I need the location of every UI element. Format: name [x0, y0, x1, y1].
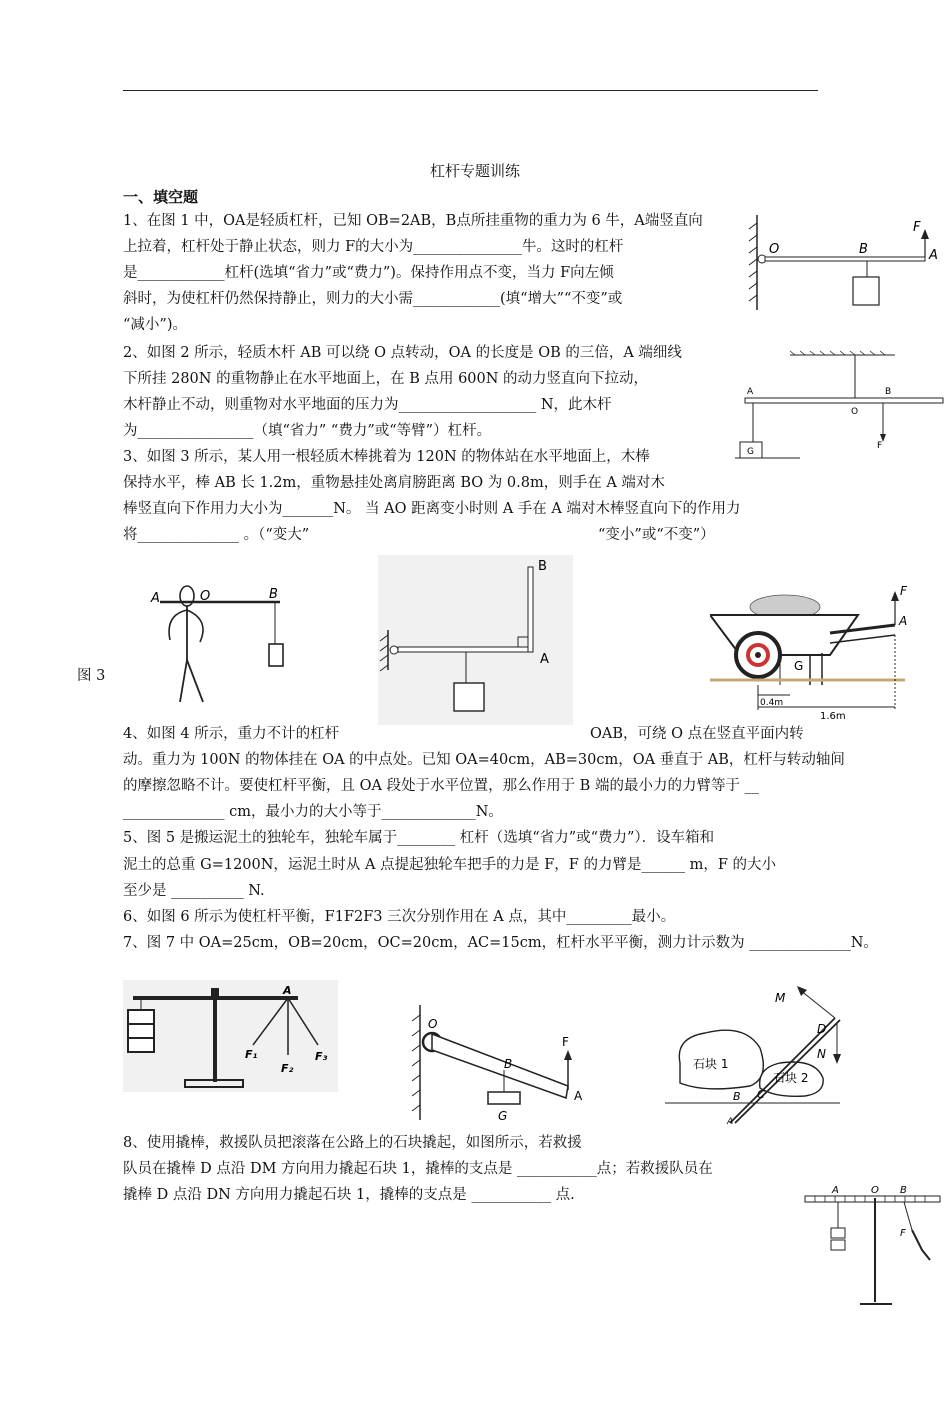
q1-line-2: 上拉着，杠杆处于静止状态，则力 F的大小为_______________牛。这时的杠杆	[123, 239, 624, 255]
q8-line-2: 队员在撬棒 D 点沿 DM 方向用力撬起石块 1，撬棒的支点是 ___________点；若救援队员在	[123, 1161, 713, 1177]
fig3-label-a: A	[151, 591, 160, 606]
figure-6-balance	[123, 980, 338, 1092]
page-title: 杠杆专题训练	[429, 162, 520, 180]
fig2-label-g: G	[747, 447, 754, 457]
fig9-label-o: O	[871, 1185, 879, 1196]
fig7-label-f: F	[562, 1035, 569, 1049]
fig5-label-g: G	[794, 659, 804, 673]
figure-3-label: 图 3	[77, 668, 106, 684]
fig8-label-b: B	[733, 1090, 741, 1103]
q1-line-5: “减小”)。	[123, 317, 187, 333]
q1-line-4: 斜时，为使杠杆仍然保持静止，则力的大小需____________(填“增大”“不变”或	[123, 291, 623, 307]
fig8-label-rock2: 石块 2	[773, 1071, 809, 1085]
q2-line-3: 木杆静止不动，则重物对水平地面的压力为___________________ N，此木杆	[123, 397, 612, 413]
fig9-label-a: A	[832, 1185, 839, 1196]
q5-line-3: 至少是 __________ N.	[123, 883, 265, 899]
fig5-label-d1: 0.4m	[760, 698, 784, 708]
q1-line-1: 1、在图 1 中，OA是轻质杠杆，已知 OB=2AB，B点所挂重物的重力为 6 牛，A端竖直向	[123, 213, 703, 229]
fig5-label-a: A	[899, 614, 908, 628]
q1-line-3: 是____________杠杆(选填“省力”或“费力”)。保持作用点不变，当力 F向左倾	[123, 265, 614, 281]
q2-line-1: 2、如图 2 所示，轻质木杆 AB 可以绕 O 点转动，OA 的长度是 OB 的三倍，A 端细线	[123, 345, 682, 361]
figure-7-inclined-lever	[408, 1000, 593, 1125]
fig6-label-f1: F₁	[245, 1048, 258, 1061]
q4-line-1b: OAB，可绕 O 点在竖直平面内转	[590, 726, 804, 742]
fig8-label-rock1: 石块 1	[693, 1057, 729, 1071]
q2-line-4: 为________________（填“省力” “费力”或“等臂”）杠杆。	[123, 423, 492, 439]
figure-3-person	[145, 580, 295, 710]
fig2-label-b: B	[885, 387, 892, 397]
fig7-label-o: O	[428, 1017, 438, 1031]
q3-line-3: 棒竖直向下作用力大小为_______N。 当 AO 距离变小时则 A 手在 A 端对木棒竖直向下的作用力	[123, 501, 741, 517]
fig8-label-d: D	[817, 1022, 827, 1036]
fig6-label-f3: F₃	[315, 1050, 328, 1063]
fig7-label-a: A	[574, 1089, 583, 1103]
figure-8-crowbar	[665, 978, 845, 1126]
fig4-label-a: A	[540, 652, 549, 667]
fig9-label-b: B	[900, 1185, 907, 1196]
figure-2-lever	[735, 350, 947, 465]
fig2-label-a: A	[747, 387, 754, 397]
fig2-label-f: F	[877, 441, 883, 451]
q4-line-4: ______________ cm，最小力的大小等于_____________N。	[123, 804, 503, 820]
header-rule	[123, 90, 818, 91]
q8-line-1: 8、使用撬棒，救援队员把滚落在公路上的石块撬起，如图所示，若救援	[123, 1135, 582, 1151]
fig1-label-f: F	[913, 220, 921, 235]
fig4-label-b: B	[538, 559, 547, 574]
q6-line-1: 6、如图 6 所示为使杠杆平衡，F1F2F3 三次分别作用在 A 点，其中_________最小。	[123, 909, 676, 925]
figure-4-bent-lever	[378, 555, 573, 725]
q3-line-2: 保持水平，棒 AB 长 1.2m，重物悬挂处离肩膀距离 BO 为 0.8m，则手在 A 端对木	[123, 475, 665, 491]
figure-9-lever-balance	[800, 1180, 945, 1310]
fig2-label-o: O	[851, 407, 859, 417]
q4-line-3: 的摩擦忽略不计。要使杠杆平衡，且 OA 段处于水平位置，那么作用于 B 端的最小力的力臂等于 __	[123, 778, 760, 794]
q8-line-3: 撬棒 D 点沿 DN 方向用力撬起石块 1，撬棒的支点是 ___________ 点.	[123, 1187, 575, 1203]
q3-line-4a: 将______________ 。（“变大”	[123, 527, 310, 543]
fig1-label-o: O	[769, 242, 780, 257]
figure-1-lever	[745, 215, 945, 330]
fig8-label-n: N	[817, 1047, 826, 1061]
fig8-label-m: M	[775, 991, 786, 1005]
q2-line-2: 下所挂 280N 的重物静止在水平地面上，在 B 点用 600N 的动力竖直向下拉动，	[123, 371, 649, 387]
fig9-label-f: F	[900, 1228, 906, 1239]
fig5-label-f: F	[900, 585, 907, 598]
fig1-label-b: B	[859, 242, 868, 257]
section-heading: 一、填空题	[123, 188, 199, 206]
fig6-label-f2: F₂	[281, 1062, 294, 1075]
fig7-label-b: B	[504, 1057, 513, 1071]
fig7-label-g: G	[498, 1109, 508, 1123]
q7-line-1: 7、图 7 中 OA=25cm，OB=20cm，OC=20cm，AC=15cm，杠杆水平平衡，测力计示数为 ______________N。	[123, 935, 878, 951]
fig3-label-b: B	[269, 587, 278, 602]
fig3-label-o: O	[200, 589, 211, 604]
fig5-label-d2: 1.6m	[820, 711, 846, 720]
q3-line-1: 3、如图 3 所示，某人用一根轻质木棒挑着为 120N 的物体站在水平地面上，木棒	[123, 449, 650, 465]
q5-line-2: 泥土的总重 G=1200N，运泥土时从 A 点提起独轮车把手的力是 F，F 的力臂是______ m，F 的大小	[123, 857, 776, 873]
q5-line-1: 5、图 5 是搬运泥土的独轮车，独轮车属于________ 杠杆（选填“省力”或“费力”）．设车箱和	[123, 830, 715, 846]
q4-line-1a: 4、如图 4 所示，重力不计的杠杆	[123, 726, 340, 742]
fig1-label-a: A	[929, 248, 938, 263]
fig6-label-a: A	[283, 984, 292, 997]
fig8-label-a: A	[727, 1117, 734, 1126]
q4-line-2: 动。重力为 100N 的物体挂在 OA 的中点处。已知 OA=40cm，AB=30cm，OA 垂直于 AB，杠杆与转动轴间	[123, 752, 845, 768]
fig8-label-c: C	[757, 1088, 765, 1101]
figure-5-wheelbarrow	[710, 585, 910, 720]
q3-line-4b: “变小”或“不变”）	[598, 527, 715, 543]
